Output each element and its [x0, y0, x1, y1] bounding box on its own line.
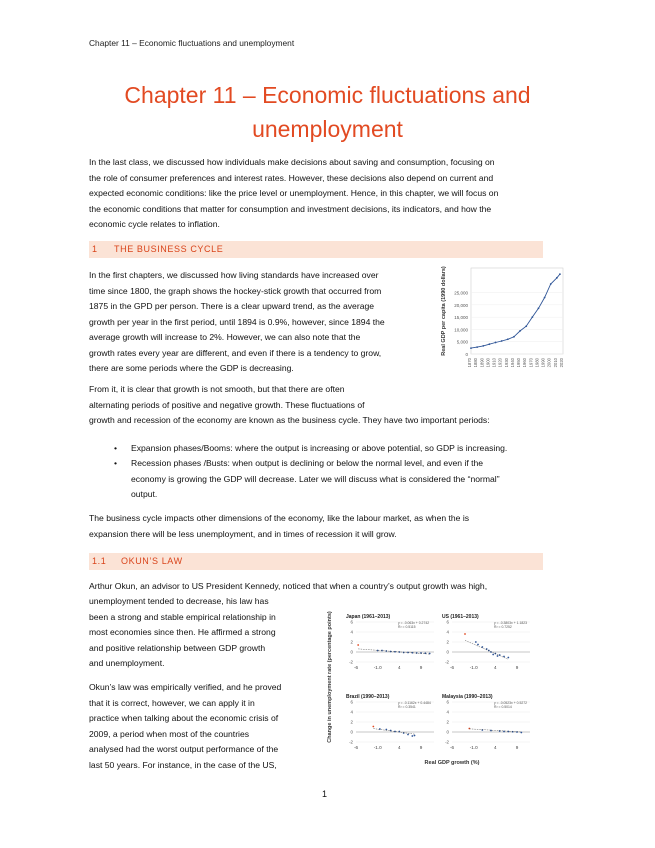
gdp-data-point — [531, 316, 533, 318]
text-line: output. — [131, 489, 158, 499]
text-line: From it, it is clear that growth is not smooth, but that there are often — [89, 384, 345, 394]
gdp-data-point — [476, 346, 478, 348]
business-cycle-paragraph-2 — [89, 382, 579, 429]
okun-paragraph-1 — [89, 594, 329, 672]
x-tick-label: -1.0 — [373, 665, 382, 670]
text-line: growth rates every year are different, and even if there is a tendency to grow, — [89, 347, 382, 358]
x-tick-label: 1880 — [473, 358, 479, 368]
y-tick-label: 5,000 — [456, 339, 468, 345]
x-tick-label: 1940 — [509, 358, 515, 368]
page-title — [60, 78, 595, 146]
text-line: there are some periods where the GDP is decreasing. — [89, 363, 294, 373]
scatter-point — [507, 657, 509, 659]
scatter-point — [379, 728, 381, 730]
scatter-point — [497, 655, 499, 657]
text-line: most economies since then. He affirmed a strong — [89, 627, 276, 637]
scatter-point — [385, 729, 387, 731]
x-tick-label: 1950 — [516, 358, 522, 368]
text-line: and unemployment. — [89, 658, 165, 668]
scatter-point — [512, 731, 514, 733]
y-tick-label: 2 — [446, 639, 449, 645]
y-tick-label: 2 — [446, 719, 449, 725]
section-number: 1 — [92, 244, 98, 254]
x-tick-label: -6 — [449, 745, 455, 750]
text-line: last 50 years. For instance, in the case of the US, — [89, 759, 277, 770]
text-line: Arthur Okun, an advisor to US President Kennedy, noticed that when a country’s output growth was high, — [89, 581, 488, 591]
scatter-point — [464, 633, 466, 635]
y-tick-label: -2 — [445, 659, 449, 665]
y-tick-label: 6 — [446, 619, 449, 625]
y-axis-label: Real GDP per capita (1990 dollars) — [441, 266, 447, 356]
x-tick-label: 4 — [398, 745, 401, 750]
text-line: growth per year in the first period, until 1894 is 0.9%, however, since 1894 the — [89, 316, 385, 327]
y-tick-label: 6 — [350, 699, 353, 705]
intro-line: the economic conditions that matter for consumption and investment decisions, its indicators, and how the — [89, 203, 492, 214]
y-tick-label: 6 — [350, 619, 353, 625]
x-tick-label: -6 — [353, 745, 359, 750]
regression-equation: y = -0.1162x + 0.4484 — [398, 701, 431, 705]
running-header: Chapter 11 – Economic fluctuations and unemployment — [89, 38, 295, 48]
y-tick-label: 4 — [446, 709, 449, 715]
x-tick-label: 1890 — [479, 358, 485, 368]
intro-line: expected economic conditions: like the price level or unemployment. Hence, in this chapter, we will focus on — [89, 188, 499, 198]
gdp-data-point — [538, 307, 540, 309]
text-line: growth and recession of the economy are known as the business cycle. They have two important periods: — [89, 415, 490, 425]
section-title: OKUN’S LAW — [121, 556, 183, 566]
y-tick-label: 15,000 — [454, 315, 468, 321]
bullet-item-expansion — [114, 441, 561, 457]
gdp-series-line — [471, 274, 560, 348]
regression-equation: y = -0.3803x + 1.1823 — [494, 621, 527, 625]
x-tick-label: 1930 — [503, 358, 509, 368]
r-squared-label: R² = 0.5115 — [398, 625, 416, 629]
x-tick-label: 4 — [494, 745, 497, 750]
y-tick-label: -2 — [445, 739, 449, 745]
trend-line — [465, 640, 508, 659]
x-tick-label: 2000 — [546, 358, 552, 368]
x-tick-label: -1.0 — [469, 665, 478, 670]
page-title-line-1: Chapter 11 – Economic fluctuations and — [124, 82, 531, 108]
text-line: average growth will increase to 2%. However, we can also note that the — [89, 332, 361, 342]
text-line: In the first chapters, we discussed how living standards have increased over — [89, 270, 379, 280]
x-tick-label: 4 — [398, 665, 401, 670]
x-tick-label: -1.0 — [373, 745, 382, 750]
x-axis-label: Real GDP growth (%) — [424, 760, 480, 766]
text-line: Recession phases /Busts: when output is declining or below the normal level, and even if the — [131, 458, 484, 468]
scatter-point — [475, 641, 477, 643]
y-axis-label: Change in unemployment rate (percentage points) — [327, 611, 333, 743]
x-tick-label: 2010 — [552, 358, 558, 368]
page-number: 1 — [322, 789, 328, 799]
gdp-data-point — [525, 325, 527, 327]
y-tick-label: 0 — [465, 352, 468, 357]
text-line: The business cycle impacts other dimensions of the economy, like the labour market, as when the is — [89, 513, 470, 523]
gdp-data-point — [470, 347, 472, 349]
x-tick-label: 2020 — [559, 358, 564, 368]
scatter-point — [499, 730, 501, 732]
regression-equation: y = -0.063x + 0.2742 — [398, 621, 430, 625]
intro-line: In the last class, we discussed how individuals make decisions about saving and consumption, focusing on — [89, 157, 495, 167]
scatter-point — [516, 731, 518, 733]
y-tick-label: 20,000 — [454, 302, 468, 308]
x-tick-label: 1900 — [485, 358, 491, 368]
y-tick-label: -2 — [349, 739, 353, 745]
x-tick-label: -6 — [353, 665, 359, 670]
x-tick-label: -1.0 — [469, 745, 478, 750]
text-line: and positive relationship between GDP growth — [89, 642, 266, 653]
scatter-point — [414, 735, 416, 737]
y-tick-label: 4 — [446, 629, 449, 635]
r-squared-label: R² = 0.5014 — [494, 705, 512, 709]
x-tick-label: 9 — [419, 665, 423, 670]
text-line: 2009, a period when most of the countries — [89, 728, 250, 739]
trend-line — [373, 729, 414, 735]
gdp-data-point — [501, 340, 503, 342]
scatter-point — [411, 735, 413, 737]
trend-line — [358, 649, 430, 654]
section-heading-business-cycle — [89, 241, 543, 258]
y-tick-label: 6 — [446, 699, 449, 705]
section-title: THE BUSINESS CYCLE — [114, 244, 224, 254]
panel-title: Malaysia (1990–2013) — [442, 694, 493, 700]
y-tick-label: 2 — [350, 719, 353, 725]
scatter-point — [468, 728, 470, 730]
okun-paragraph-2 — [89, 680, 329, 773]
y-tick-label: 0 — [350, 649, 353, 655]
r-squared-label: R² = 0.7252 — [494, 625, 512, 629]
scatter-point — [403, 652, 405, 654]
text-line: Okun’s law was empirically verified, and he proved — [89, 682, 282, 692]
intro-paragraph — [89, 155, 559, 233]
y-tick-label: 2 — [350, 639, 353, 645]
y-tick-label: -2 — [349, 659, 353, 665]
business-cycle-paragraph-3 — [89, 511, 569, 542]
gdp-per-capita-chart — [437, 262, 572, 380]
scatter-point — [490, 730, 492, 732]
y-tick-label: 0 — [446, 729, 449, 735]
text-line: time since 1800, the graph shows the hockey-stick growth that occurred from — [89, 285, 382, 296]
text-line: been a strong and stable empirical relationship in — [89, 611, 276, 622]
x-tick-label: 1920 — [497, 358, 503, 368]
scatter-point — [403, 732, 405, 734]
intro-line: the role of consumer preferences and interest rates. However, these decisions also depend on current and — [89, 172, 494, 183]
text-line: unemployment tended to decrease, his law has — [89, 596, 269, 606]
text-line: analysed had the worst output performance of the — [89, 744, 279, 754]
scatter-point — [503, 656, 505, 658]
scatter-point — [372, 726, 374, 728]
x-tick-label: 9 — [515, 665, 519, 670]
intro-line: economic cycle relates to inflation. — [89, 219, 220, 229]
business-cycle-paragraph-1 — [89, 268, 434, 377]
bullet-icon: • — [114, 458, 118, 468]
panel-title: Japan (1961–2013) — [346, 614, 391, 620]
gdp-data-point — [495, 342, 497, 344]
text-line: economy is growing the GDP will decrease. Later we will discuss what is considered the “normal” — [131, 473, 500, 484]
gdp-data-point — [489, 343, 491, 345]
scatter-point — [477, 644, 479, 646]
plot-frame — [471, 268, 563, 354]
panel-title: US (1961–2013) — [442, 614, 479, 620]
gdp-data-point — [559, 273, 561, 275]
gdp-data-point — [550, 283, 552, 285]
scatter-point — [407, 734, 409, 736]
y-tick-label: 4 — [350, 629, 353, 635]
x-tick-label: 1970 — [528, 358, 534, 368]
text-line: Expansion phases/Booms: where the output is increasing or above potential, so GDP is increasing. — [131, 443, 508, 453]
bullet-item-recession — [114, 456, 561, 503]
x-tick-label: 9 — [419, 745, 423, 750]
bullet-icon: • — [114, 443, 118, 453]
gdp-data-point — [507, 338, 509, 340]
x-tick-label: 1960 — [522, 358, 528, 368]
x-tick-label: 4 — [494, 665, 497, 670]
text-line: 1875 in the GPD per person. There is a clear upward trend, as the average — [89, 301, 375, 311]
y-tick-label: 0 — [446, 649, 449, 655]
okun-paragraph-1-line-1 — [89, 579, 569, 595]
x-tick-label: -6 — [449, 665, 455, 670]
y-tick-label: 0 — [350, 729, 353, 735]
text-line: that it is correct, however, we can apply it in — [89, 697, 255, 708]
scatter-point — [492, 654, 494, 656]
x-tick-label: 1990 — [540, 358, 546, 368]
section-number: 1.1 — [92, 556, 107, 566]
y-tick-label: 4 — [350, 709, 353, 715]
gdp-data-point — [544, 297, 546, 299]
scatter-point — [481, 729, 483, 731]
x-tick-label: 1870 — [467, 358, 472, 368]
text-line: alternating periods of positive and negative growth. These fluctuations of — [89, 399, 365, 410]
okun-law-scatter-charts — [322, 602, 558, 768]
x-tick-label: 1910 — [491, 358, 497, 368]
x-tick-label: 9 — [515, 745, 519, 750]
gdp-data-point — [556, 277, 558, 279]
r-squared-label: R² = 0.3541 — [398, 705, 416, 709]
x-tick-label: 1980 — [534, 358, 540, 368]
text-line: practice when talking about the economic crisis of — [89, 713, 279, 723]
scatter-point — [507, 731, 509, 733]
gdp-data-point — [513, 336, 515, 338]
regression-equation: y = -0.0523x + 0.5272 — [494, 701, 527, 705]
y-tick-label: 10,000 — [454, 327, 468, 333]
y-tick-label: 25,000 — [454, 290, 468, 296]
gdp-data-point — [482, 345, 484, 347]
section-heading-okuns-law — [89, 553, 543, 570]
page-title-line-2: unemployment — [252, 116, 403, 142]
panel-title: Brazil (1990–2013) — [346, 694, 390, 700]
text-line: expansion there will be less unemployment, and in times of recession it will grow. — [89, 528, 397, 539]
gdp-data-point — [519, 330, 521, 332]
scatter-point — [357, 644, 359, 646]
